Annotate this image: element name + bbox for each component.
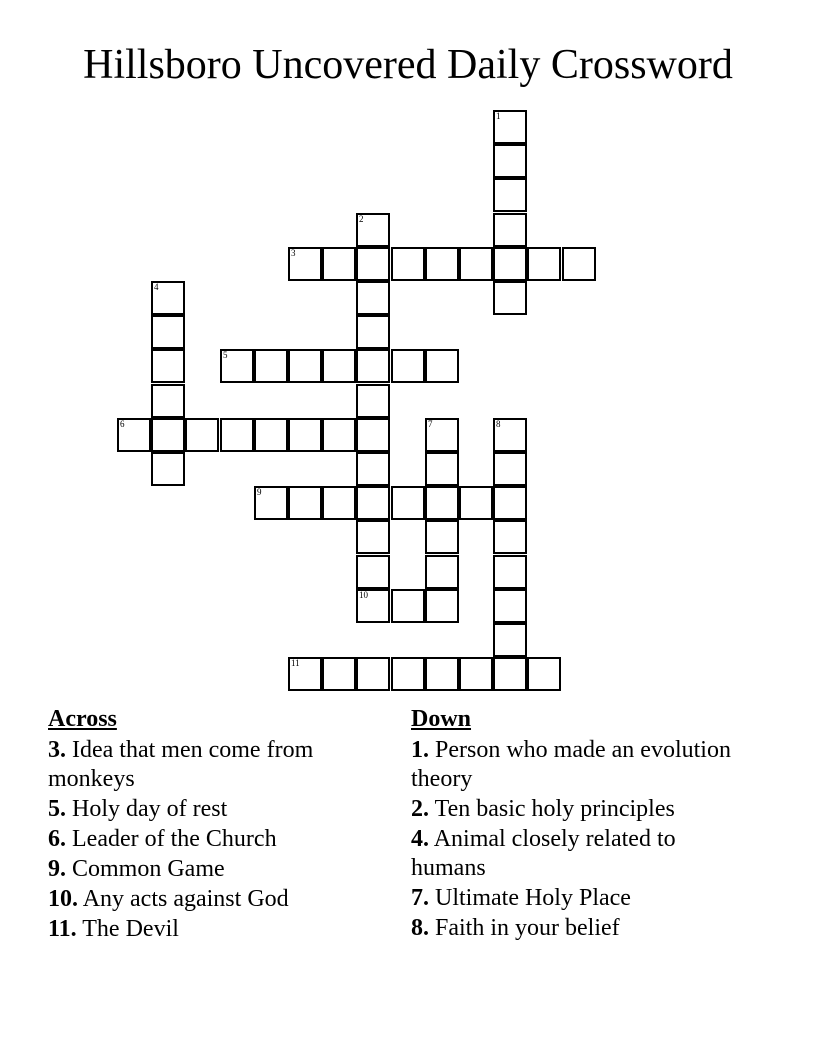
clue-text: The Devil [82, 916, 179, 942]
grid-cell[interactable] [356, 452, 390, 486]
cell-number: 10 [359, 590, 368, 600]
grid-cell[interactable] [493, 178, 527, 212]
clue-item [411, 795, 741, 824]
grid-cell[interactable] [493, 623, 527, 657]
grid-cell[interactable] [459, 247, 493, 281]
grid-cell[interactable] [356, 349, 390, 383]
across-clues [48, 704, 388, 945]
grid-cell[interactable] [391, 657, 425, 691]
grid-cell[interactable] [254, 486, 288, 520]
down-clue-list [411, 736, 741, 943]
grid-cell[interactable] [356, 281, 390, 315]
grid-cell[interactable] [356, 247, 390, 281]
grid-cell[interactable] [493, 418, 527, 452]
grid-cell[interactable] [493, 144, 527, 178]
grid-cell[interactable] [356, 418, 390, 452]
clue-text: Faith in your belief [435, 915, 620, 941]
grid-cell[interactable] [254, 349, 288, 383]
page-title: Hillsboro Uncovered Daily Crossword [83, 42, 733, 88]
grid-cell[interactable] [391, 486, 425, 520]
grid-cell[interactable] [425, 657, 459, 691]
grid-cell[interactable] [254, 418, 288, 452]
clue-text: Idea that men come from monkeys [48, 737, 314, 792]
clue-item [48, 855, 388, 884]
grid-cell[interactable] [459, 657, 493, 691]
grid-cell[interactable] [288, 247, 322, 281]
grid-cell[interactable] [288, 657, 322, 691]
grid-cell[interactable] [425, 520, 459, 554]
grid-cell[interactable] [391, 349, 425, 383]
grid-cell[interactable] [356, 486, 390, 520]
across-heading: Across [48, 706, 117, 732]
grid-cell[interactable] [356, 520, 390, 554]
grid-cell[interactable] [493, 281, 527, 315]
cell-number: 7 [428, 419, 433, 429]
clue-text: Animal closely related to humans [411, 826, 676, 881]
grid-cell[interactable] [356, 315, 390, 349]
grid-cell[interactable] [493, 110, 527, 144]
grid-cell[interactable] [425, 555, 459, 589]
clue-number: 4. [411, 826, 429, 852]
grid-cell[interactable] [493, 589, 527, 623]
grid-cell[interactable] [459, 486, 493, 520]
clue-item [48, 825, 388, 854]
grid-cell[interactable] [425, 486, 459, 520]
clue-number: 3. [48, 737, 66, 763]
grid-cell[interactable] [288, 418, 322, 452]
across-clue-list [48, 736, 388, 944]
clue-item [48, 736, 388, 794]
grid-cell[interactable] [425, 247, 459, 281]
clue-text: Any acts against God [82, 886, 289, 912]
grid-cell[interactable] [493, 555, 527, 589]
grid-cell[interactable] [356, 555, 390, 589]
clue-item [411, 914, 741, 943]
grid-cell[interactable] [288, 349, 322, 383]
down-clues [411, 704, 741, 944]
clue-number: 9. [48, 856, 66, 882]
grid-cell[interactable] [151, 349, 185, 383]
clue-text: Common Game [72, 856, 225, 882]
grid-cell[interactable] [391, 589, 425, 623]
grid-cell[interactable] [391, 247, 425, 281]
clue-text: Leader of the Church [72, 826, 277, 852]
grid-cell[interactable] [356, 657, 390, 691]
clue-number: 7. [411, 885, 429, 911]
grid-cell[interactable] [493, 657, 527, 691]
clue-item [411, 884, 741, 913]
cell-number: 6 [120, 419, 125, 429]
grid-cell[interactable] [493, 247, 527, 281]
grid-cell[interactable] [493, 452, 527, 486]
clue-text: Holy day of rest [72, 796, 228, 822]
clue-text: Ten basic holy principles [434, 796, 675, 822]
clue-number: 5. [48, 796, 66, 822]
grid-cell[interactable] [151, 384, 185, 418]
clue-text: Person who made an evolution theory [411, 737, 731, 792]
clue-number: 2. [411, 796, 429, 822]
clue-item [411, 736, 741, 794]
grid-cell[interactable] [117, 418, 151, 452]
grid-cell[interactable] [493, 520, 527, 554]
cell-number: 8 [496, 419, 501, 429]
cell-number: 3 [291, 248, 296, 258]
grid-cell[interactable] [185, 418, 219, 452]
grid-cell[interactable] [425, 589, 459, 623]
grid-cell[interactable] [220, 418, 254, 452]
grid-cell[interactable] [425, 349, 459, 383]
clue-text: Ultimate Holy Place [435, 885, 631, 911]
clue-number: 1. [411, 737, 429, 763]
grid-cell[interactable] [493, 213, 527, 247]
grid-cell[interactable] [562, 247, 596, 281]
grid-cell[interactable] [151, 418, 185, 452]
clue-item [48, 795, 388, 824]
grid-cell[interactable] [425, 452, 459, 486]
grid-cell[interactable] [151, 315, 185, 349]
clue-item [48, 885, 388, 914]
grid-cell[interactable] [322, 247, 356, 281]
grid-cell[interactable] [493, 486, 527, 520]
cell-number: 11 [291, 658, 300, 668]
clue-item [48, 915, 388, 944]
clue-number: 11. [48, 916, 77, 942]
grid-cell[interactable] [151, 452, 185, 486]
cell-number: 5 [223, 350, 228, 360]
grid-cell[interactable] [425, 418, 459, 452]
cell-number: 2 [359, 214, 364, 224]
grid-cell[interactable] [527, 657, 561, 691]
cell-number: 4 [154, 282, 159, 292]
grid-cell[interactable] [322, 486, 356, 520]
grid-cell[interactable] [356, 213, 390, 247]
grid-cell[interactable] [322, 418, 356, 452]
clue-number: 10. [48, 886, 78, 912]
cell-number: 9 [257, 487, 262, 497]
clue-number: 6. [48, 826, 66, 852]
clue-number: 8. [411, 915, 429, 941]
grid-cell[interactable] [220, 349, 254, 383]
grid-cell[interactable] [356, 384, 390, 418]
grid-cell[interactable] [356, 589, 390, 623]
grid-cell[interactable] [322, 657, 356, 691]
down-heading: Down [411, 706, 472, 732]
grid-cell[interactable] [151, 281, 185, 315]
cell-number: 1 [496, 111, 501, 121]
grid-cell[interactable] [527, 247, 561, 281]
grid-cell[interactable] [322, 349, 356, 383]
grid-cell[interactable] [288, 486, 322, 520]
clue-item [411, 825, 741, 883]
